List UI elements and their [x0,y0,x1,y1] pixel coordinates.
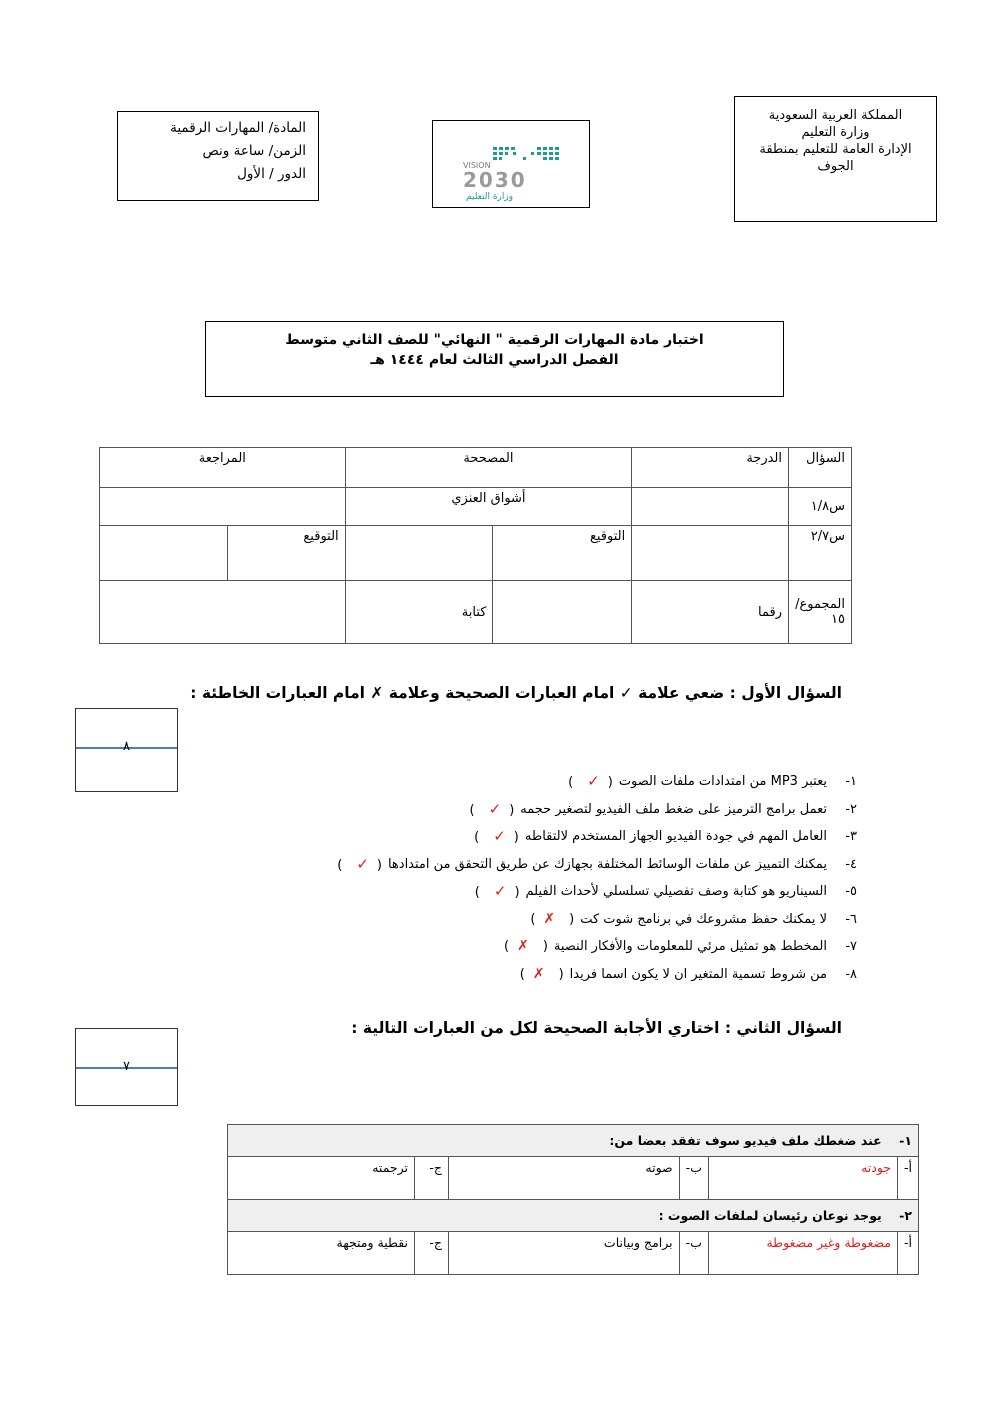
row-q2-label: س٢/٧ [789,526,852,581]
option-label: ب- [679,1157,708,1200]
mcq-question-text: يوجد نوعان رئيسان لملفات الصوت : [658,1208,882,1223]
row-q1-grade[interactable] [632,488,789,526]
section1-score: ٨ [123,739,130,754]
option-label: ج- [415,1232,449,1275]
section2-score-box [75,1028,178,1106]
answer-slot[interactable]: (✗) [520,961,564,989]
section1-heading: السؤال الأول : ضعي علامة ✓ امام العبارات الصحيحة وعلامة ✗ امام العبارات الخاطئة : [190,684,842,702]
section1-score-box [75,708,178,792]
check-mark-icon: ✓ [493,882,507,900]
reviewer-signature-field[interactable] [100,526,228,581]
mcq-question-text: عند ضغطك ملف فيديو سوف تفقد بعضا من: [609,1133,882,1148]
round-line: الدور / الأول [237,166,306,182]
section2-heading: السؤال الثاني : اختاري الأجابة الصحيحة لكل من العبارات التالية : [351,1019,842,1037]
tf-item-8: ٨- من شروط تسمية المتغير ان لا يكون اسما فريدا (✗) [337,961,857,989]
ministry-line: الإدارة العامة للتعليم بمنطقة [759,142,912,157]
answer-slot[interactable]: (✗) [504,933,548,961]
answer-slot[interactable]: (✓) [337,851,382,879]
header-corrector: المصححة [345,448,632,488]
corrector-signature-field[interactable] [345,526,493,581]
option-label: ج- [415,1157,449,1200]
svg-text:VISION: VISION [463,161,491,170]
ministry-line: المملكة العربية السعودية [768,108,903,123]
exam-title-line2: الفصل الدراسي الثالث لعام ١٤٤٤ هـ [370,352,619,368]
multiple-choice-table [227,1124,919,1275]
mcq-question-row [228,1125,919,1157]
x-mark-icon: ✗ [517,938,529,954]
tf-item-4: ٤- يمكنك التمييز عن ملفات الوسائط المختلفة بجهازك عن طريق التحقق من امتدادها (✓) [337,851,857,879]
option-b[interactable]: برامج وبيانات [448,1232,679,1275]
check-mark-icon: ✓ [356,854,369,873]
mcq-options-row [228,1157,919,1200]
ministry-line: وزارة التعليم [801,125,870,140]
option-a-correct[interactable]: جودته [708,1157,897,1200]
option-c[interactable]: نقطية ومتجهة [228,1232,415,1275]
tf-item-7: ٧- المخطط هو تمثيل مرئي للمعلومات والأفكار النصية (✗) [337,933,857,961]
check-mark-icon: ✓ [587,772,600,790]
option-b[interactable]: صوته [448,1157,679,1200]
row-q1-reviewer[interactable] [100,488,346,526]
corrector-signature-label: التوقيع [493,526,632,581]
option-label: أ- [898,1232,919,1275]
check-mark-icon: ✓ [488,799,502,818]
reviewer-signature-label: التوقيع [227,526,345,581]
corrector-name: أشواق العنزي [345,488,632,526]
header-reviewer: المراجعة [100,448,346,488]
time-line: الزمن/ ساعة ونص [202,143,306,159]
exam-title-line1: اختبار مادة المهارات الرقمية " النهائي" للصف الثاني متوسط [285,332,704,348]
svg-text:وزارة التعليم: وزارة التعليم [466,192,514,202]
tf-item-3: ٣- العامل المهم في جودة الفيديو الجهاز المستخدم لالتقاطه (✓) [337,823,857,851]
header-grade: الدرجة [632,448,789,488]
answer-slot[interactable]: (✓) [470,796,515,824]
option-label: ب- [679,1232,708,1275]
total-words-label: كتابة [345,581,493,644]
true-false-list [337,768,857,988]
total-digits-field[interactable] [493,581,632,644]
ministry-line: الجوف [817,159,854,174]
vision-2030-logo [432,120,590,208]
tf-item-5: ٥- السيناريو هو كتابة وصف تفصيلي تسلسلي لأحداث الفيلم (✓) [337,878,857,906]
tf-item-2: ٢- تعمل برامج الترميز على ضغط ملف الفيديو لتصغير حجمه (✓) [337,796,857,824]
grade-table [99,447,852,644]
answer-slot[interactable]: (✓) [568,768,613,796]
answer-slot[interactable]: (✗) [530,906,574,934]
subject-info-box [117,111,319,201]
mcq-options-row [228,1232,919,1275]
tf-item-1: ١- يعتبر MP3 من امتدادات ملفات الصوت (✓) [337,768,857,796]
tf-item-6: ٦- لا يمكنك حفظ مشروعك في برنامج شوت كت (✗) [337,906,857,934]
ministry-header [734,96,937,222]
row-q2-grade[interactable] [632,526,789,581]
row-q1-label: س١/٨ [789,488,852,526]
answer-slot[interactable]: (✓) [475,878,520,906]
total-words-field[interactable] [100,581,346,644]
answer-slot[interactable]: (✓) [474,823,519,851]
total-label: المجموع/١٥ [789,581,852,644]
option-label: أ- [898,1157,919,1200]
option-a-correct[interactable]: مضغوطة وغير مضغوطة [708,1232,897,1275]
x-mark-icon: ✗ [543,910,556,927]
svg-text:2030: 2030 [463,168,527,192]
section2-score: ٧ [123,1059,130,1074]
vision-2030-logo-icon [433,121,589,207]
subject-line: المادة/ المهارات الرقمية [170,120,306,136]
check-mark-icon: ✓ [493,827,506,845]
total-digits-label: رقما [632,581,789,644]
x-mark-icon: ✗ [532,965,545,982]
mcq-question-number: ١- [899,1133,912,1148]
option-c[interactable]: ترجمته [228,1157,415,1200]
header-question: السؤال [789,448,852,488]
mcq-question-row [228,1200,919,1232]
exam-title [205,321,784,397]
mcq-question-number: ٢- [899,1208,912,1223]
